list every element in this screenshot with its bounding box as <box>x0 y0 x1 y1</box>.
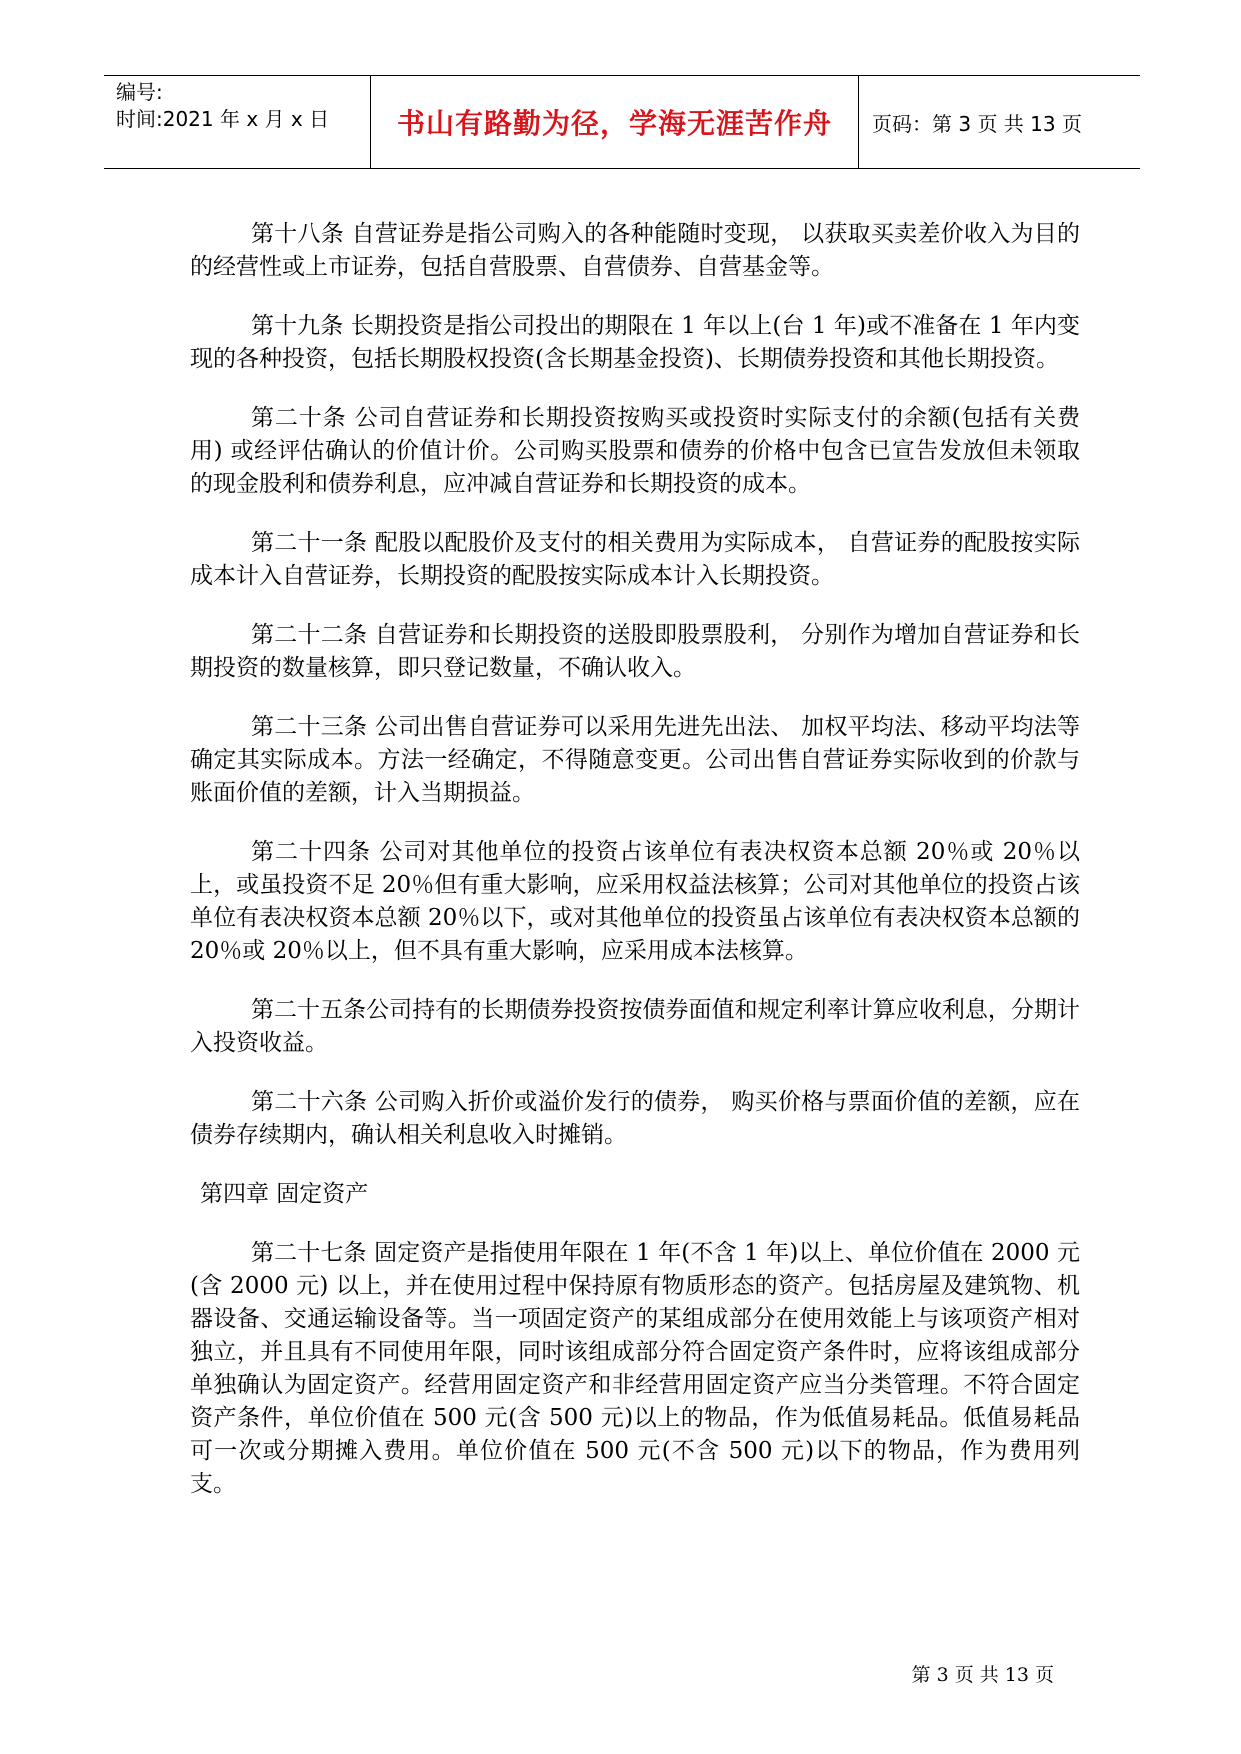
header-divider <box>858 76 859 168</box>
document-body <box>190 218 1080 1527</box>
article-20: 第二十条 公司自营证券和长期投资按购买或投资时实际支付的余额(包括有关费用) 或经评估确认的价值计价。公司购买股票和债券的价格中包含已宣告发放但未领取的现金股利和债券利息，应冲减自营证券和长期投资的成本。 <box>190 405 1080 497</box>
header-motto: 书山有路勤为径，学海无涯苦作舟 <box>396 107 832 140</box>
document-time-label: 时间:2021 年 x 月 x 日 <box>116 107 330 131</box>
header-page-info: 页码：第 3 页 共 13 页 <box>872 111 1082 136</box>
article-24: 第二十四条 公司对其他单位的投资占该单位有表决权资本总额 20％或 20％以上，或虽投资不足 20％但有重大影响，应采用权益法核算；公司对其他单位的投资占该单位有表决权资本总额 20％以下，或对其他单位的投资虽占该单位有表决权资本总额的 20％或 20％以上，但不具有重大影响，应采用成本法核算。 <box>190 839 1080 964</box>
article-21: 第二十一条 配股以配股价及支付的相关费用为实际成本， 自营证券的配股按实际成本计入自营证券，长期投资的配股按实际成本计入长期投资。 <box>190 530 1080 589</box>
page-footer: 第 3 页 共 13 页 <box>911 1664 1054 1686</box>
chapter-title: 第四章 固定资产 <box>200 1181 369 1207</box>
article-19: 第十九条 长期投资是指公司投出的期限在 1 年以上(台 1 年)或不准备在 1 年内变现的各种投资，包括长期股权投资(含长期基金投资)、长期债券投资和其他长期投资。 <box>190 313 1080 372</box>
document-number-label: 编号: <box>116 80 163 104</box>
article-22: 第二十二条 自营证券和长期投资的送股即股票股利， 分别作为增加自营证券和长期投资的数量核算，即只登记数量，不确认收入。 <box>190 622 1080 681</box>
article-18: 第十八条 自营证券是指公司购入的各种能随时变现， 以获取买卖差价收入为目的的经营性或上市证券，包括自营股票、自营债券、自营基金等。 <box>190 221 1080 280</box>
page-header <box>104 75 1140 169</box>
article-25: 第二十五条公司持有的长期债券投资按债券面值和规定利率计算应收利息，分期计入投资收益。 <box>190 997 1080 1056</box>
article-26: 第二十六条 公司购入折价或溢价发行的债券， 购买价格与票面价值的差额，应在债券存续期内，确认相关利息收入时摊销。 <box>190 1089 1080 1148</box>
article-27: 第二十七条 固定资产是指使用年限在 1 年(不含 1 年)以上、单位价值在 2000 元(含 2000 元) 以上，并在使用过程中保持原有物质形态的资产。包括房屋及建筑物、机器设备、交通运输设备等。当一项固定资产的某组成部分在使用效能上与该项资产相对独立，并且具有不同使用年限，同时该组成部分符合固定资产条件时，应将该组成部分单独确认为固定资产。经营用固定资产和非经营用固定资产应当分类管理。不符合固定资产条件，单位价值在 500 元(含 500 元)以上的物品，作为低值易耗品。低值易耗品可一次或分期摊入费用。单位价值在 500 元(不含 500 元)以下的物品，作为费用列支。 <box>190 1240 1080 1497</box>
header-meta <box>116 76 356 168</box>
article-23: 第二十三条 公司出售自营证券可以采用先进先出法、 加权平均法、移动平均法等确定其实际成本。方法一经确定，不得随意变更。公司出售自营证券实际收到的价款与账面价值的差额，计入当期损益。 <box>190 714 1080 806</box>
